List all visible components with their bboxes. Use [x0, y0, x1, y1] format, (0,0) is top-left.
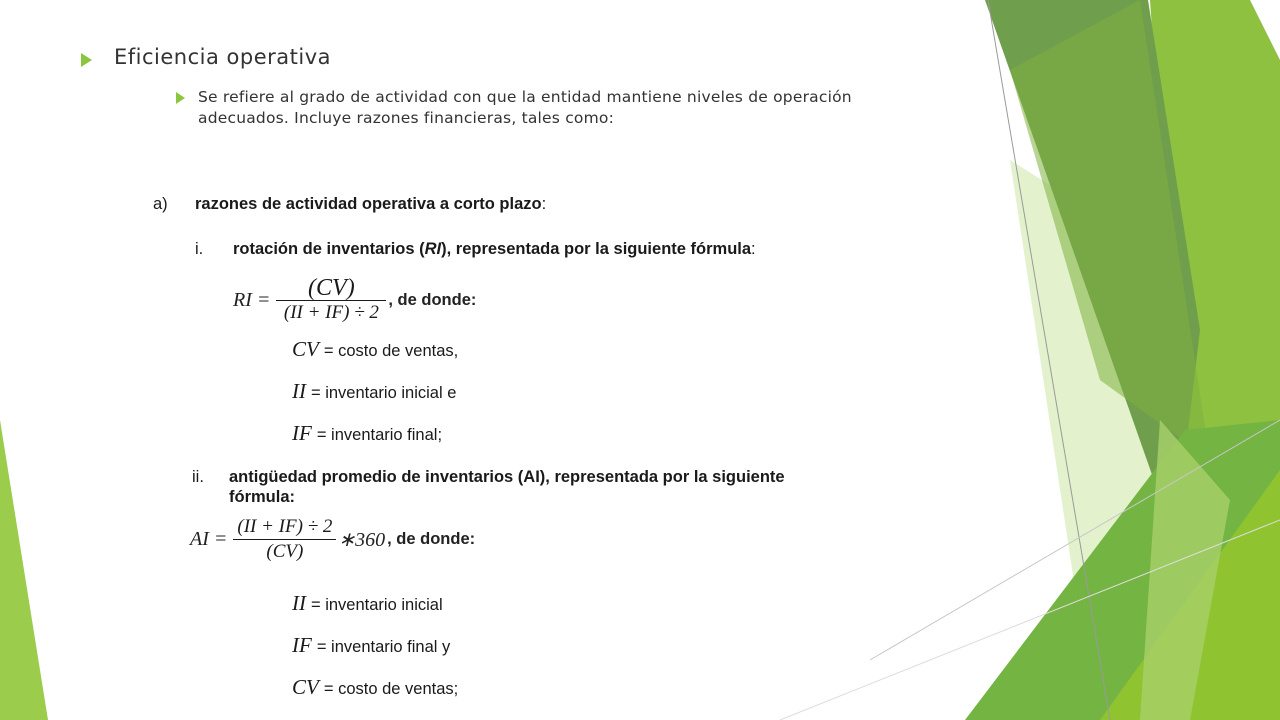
- item-ii-def-1: [292, 591, 443, 616]
- formula-ai-fraction: [233, 515, 336, 564]
- section-a-colon: :: [541, 195, 547, 213]
- section-a-marker: a): [153, 195, 168, 213]
- formula-ai: [190, 515, 475, 564]
- def-symbol: II: [292, 379, 306, 403]
- section-a-text: razones de actividad operativa a corto plazo: [195, 195, 542, 213]
- formula-ai-numerator: (II + IF) ÷ 2: [237, 516, 333, 537]
- formula-ai-multiplier: ∗360: [338, 529, 386, 551]
- sub-bullet-arrow-icon: [176, 92, 185, 104]
- def-text: = inventario inicial: [311, 596, 443, 614]
- deco-left-wedge: [0, 420, 48, 720]
- def-symbol: II: [292, 591, 306, 615]
- item-i-def-1: [292, 337, 458, 362]
- slide-heading: Eficiencia operativa: [114, 45, 331, 69]
- formula-ri: [233, 276, 476, 325]
- sub-bullet-text: Se refiere al grado de actividad con que la entidad mantiene niveles de operación adecuados. Incluye razones financieras, tales como:: [198, 88, 852, 127]
- item-i-marker: i.: [195, 240, 204, 258]
- item-ii-def-2: [292, 633, 450, 658]
- def-symbol: IF: [292, 421, 312, 445]
- def-text: = inventario final;: [316, 426, 443, 444]
- formula-ri-tail: , de donde:: [388, 291, 477, 309]
- def-symbol: CV: [292, 675, 319, 699]
- def-text: = inventario inicial e: [311, 384, 457, 402]
- item-i-text-before: rotación de inventarios (: [233, 240, 425, 258]
- item-i-def-2: [292, 379, 456, 404]
- formula-ri-denominator: (II + IF) ÷ 2: [283, 302, 379, 323]
- item-i-colon: :: [751, 240, 756, 258]
- formula-ri-lhs: RI =: [233, 289, 271, 311]
- item-ii-line2: fórmula:: [229, 488, 295, 506]
- formula-ai-tail: , de donde:: [387, 530, 476, 548]
- formula-ai-lhs: AI =: [190, 528, 228, 550]
- item-ii-line1: antigüedad promedio de inventarios (AI), representada por la siguiente: [229, 468, 785, 486]
- def-text: = costo de ventas,: [323, 342, 459, 360]
- formula-ri-numerator: (CV): [308, 275, 355, 301]
- item-i-text-after: ), representada por la siguiente fórmula: [441, 240, 752, 258]
- item-i-def-3: [292, 421, 442, 446]
- item-ii-marker: ii.: [192, 468, 204, 486]
- formula-ai-denominator: (CV): [266, 541, 304, 562]
- def-symbol: IF: [292, 633, 312, 657]
- def-symbol: CV: [292, 337, 319, 361]
- def-text: = costo de ventas;: [323, 680, 459, 698]
- section-a-title: [195, 195, 546, 214]
- item-i-abbr: RI: [424, 240, 442, 258]
- item-ii-def-3: [292, 675, 458, 700]
- item-i-title: [233, 240, 756, 259]
- formula-ri-fraction: [276, 276, 386, 325]
- bullet-arrow-icon: [81, 53, 92, 67]
- def-text: = inventario final y: [316, 638, 451, 656]
